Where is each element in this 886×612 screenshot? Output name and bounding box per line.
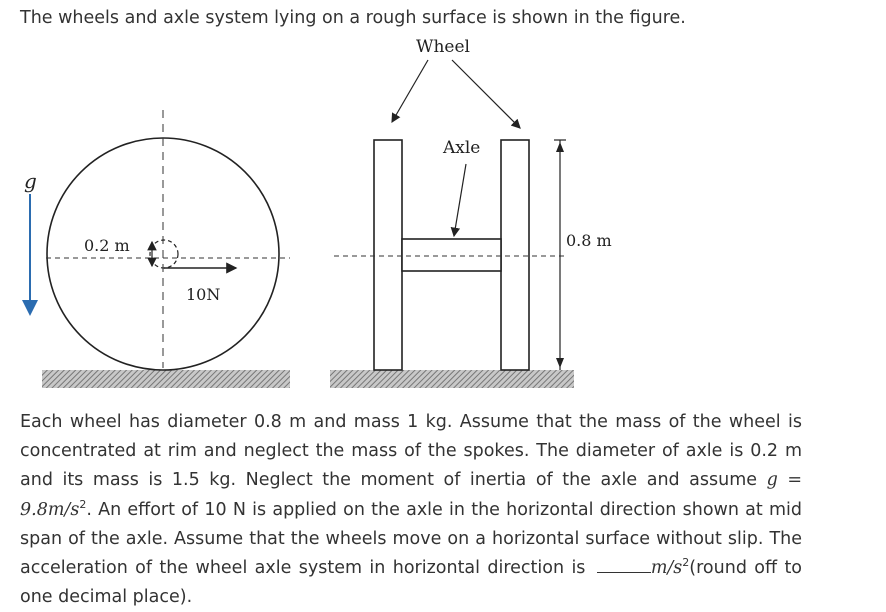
unit-text: m/s [650,558,683,579]
axle-circle [150,240,178,268]
axle-label: Axle [443,138,481,158]
g-equation: g = [766,470,802,491]
radius-label: 0.2 m [84,236,130,255]
gravity-label: g [24,169,37,193]
g-value: 9.8m/s [20,499,80,520]
problem-part-2: . An effort of 10 N is applied on the axle in the horizontal direction shown at mid span of the axle. Assume that the wheels move on a horizontal surface without slip. The acceleration of the wheel axle system in horizontal direction is [20,499,802,579]
ground-right [330,370,574,388]
left-wheel-rect [374,140,402,370]
intro-text: The wheels and axle system lying on a rough surface is shown in the figure. [20,8,686,28]
ground-left [42,370,290,388]
force-label: 10N [186,285,221,304]
wheel-axle-figure [0,32,886,400]
problem-part-1: Each wheel has diameter 0.8 m and mass 1 kg. Assume that the mass of the wheel is concentrated at rim and neglect the mass of the spokes. The diameter of axle is 0.2 m and its mass is 1.5 kg. Neglect the moment of inertia of the axle and assume [20,412,802,491]
wheel-label: Wheel [416,37,470,57]
height-label: 0.8 m [566,231,612,250]
axle-rect [402,239,501,271]
problem-text [20,408,802,612]
right-wheel-rect [501,140,529,370]
answer-blank[interactable] [597,571,651,573]
g-exponent: 2 [79,497,87,511]
unit-exponent: 2 [682,556,690,570]
problem-part-3: (round off to one decimal place). [20,558,803,608]
